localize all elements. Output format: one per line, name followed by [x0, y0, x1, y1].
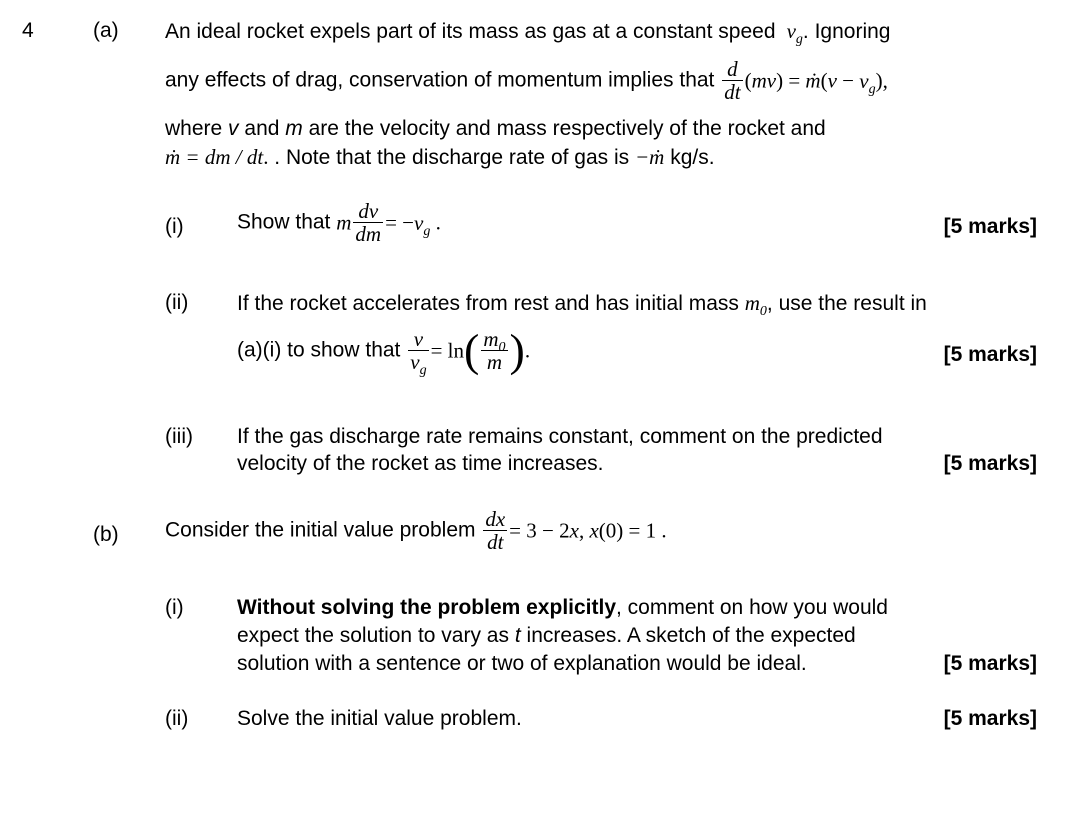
math-m0: $m_0$ [744, 291, 767, 320]
and-word: and [244, 117, 280, 140]
math-m0-over-m: $\frac{m_0}{m}$ [483, 327, 506, 374]
intro-line3-text: are the velocity and mass respectively of the rocket and [308, 117, 826, 140]
part-b-i-line1 [237, 594, 888, 622]
math-vg: $v_g$ [781, 19, 803, 48]
part-a-intro-line4: ṁ = dm / dt. . Note that the discharge rate of gas is −ṁ kg/s. [165, 145, 715, 169]
part-a-iii-line2: velocity of the rocket as time increases. [237, 452, 604, 475]
part-a-i-text [237, 200, 441, 254]
b-i-bold-text: Without solving the problem explicitly [237, 596, 617, 619]
part-b-i-label: (i) [165, 596, 184, 619]
math-neg-mdot: −ṁ [635, 145, 665, 169]
b-i-line2-pre: expect the solution to vary as [237, 624, 509, 647]
part-a-intro-line3 [165, 115, 826, 143]
intro-line1-text: An ideal rocket expels part of its mass as gas at a constant speed [165, 20, 776, 43]
math-momentum-eq: (mv) = ṁ(v − $v_g$), [744, 68, 888, 97]
part-b-ii-label: (ii) [165, 707, 189, 730]
part-a-ii-label: (ii) [165, 291, 189, 314]
math-m: m [336, 210, 352, 235]
question-number: 4 [22, 19, 34, 42]
math-eq-ln: = ln [430, 338, 464, 363]
where-word: where [165, 117, 223, 140]
var-m: m [285, 117, 303, 140]
math-eq-neg-vg: = $-v_g$ . [385, 210, 441, 239]
unit-kg-s: kg/s. [670, 146, 715, 169]
intro-line2-text: any effects of drag, conservation of momentum implies that [165, 68, 715, 92]
intro-line1-post: . Ignoring [802, 20, 891, 43]
part-b-i-marks: [5 marks] [943, 652, 1037, 675]
part-b-i-line2 [237, 622, 856, 650]
math-d-dt: $\frac{d}{dt}$ [724, 57, 741, 104]
part-b-intro [165, 508, 667, 562]
part-a-intro-line2 [165, 58, 888, 108]
ii-line2-text: (a)(i) to show that [237, 338, 401, 362]
part-a-ii-line2: (a)(i) to show that $\frac{v}{v_g}$ = ln( $\frac{m_0}{m}$ ). [237, 324, 531, 379]
part-b-i-line3: solution with a sentence or two of explanation would be ideal. [237, 652, 807, 675]
part-a-ii-line1 [237, 289, 927, 318]
part-b-intro-text: Consider the initial value problem [165, 518, 476, 542]
show-that-text: Show that [237, 210, 331, 234]
b-i-line1-rest: , comment on how you would [616, 596, 888, 619]
part-b-ii-text: Solve the initial value problem. [237, 707, 522, 730]
math-ivp: = 3 − 2x, x(0) = 1 . [509, 518, 667, 543]
part-a-ii-marks: [5 marks] [943, 343, 1037, 366]
math-dv-dm: $\frac{dv}{dm}$ [355, 199, 382, 246]
part-b-ii-marks: [5 marks] [943, 707, 1037, 730]
part-b-label: (b) [93, 523, 119, 546]
math-mdot-def: ṁ = dm / dt [165, 145, 264, 169]
math-v-over-vg: $\frac{v}{v_g}$ [410, 327, 427, 379]
var-t: t [514, 624, 521, 647]
part-a-iii-line1: If the gas discharge rate remains constant, comment on the predicted [237, 425, 883, 448]
part-a-intro-line1 [165, 17, 890, 46]
part-a-label: (a) [93, 19, 119, 42]
intro-line4-text: . Note that the discharge rate of gas is [274, 146, 630, 169]
part-a-i-label: (i) [165, 215, 184, 238]
part-a-iii-label: (iii) [165, 425, 193, 448]
ii-line1-text: If the rocket accelerates from rest and has initial mass [237, 292, 739, 315]
ii-line1-post: , use the result in [766, 292, 927, 315]
part-a-iii-marks: [5 marks] [943, 452, 1037, 475]
part-a-i-marks: [5 marks] [943, 215, 1037, 238]
var-v: v [228, 117, 239, 140]
b-i-line2-post: increases. A sketch of the expected [526, 624, 856, 647]
math-dx-dt: $\frac{dx}{dt}$ [485, 507, 506, 554]
